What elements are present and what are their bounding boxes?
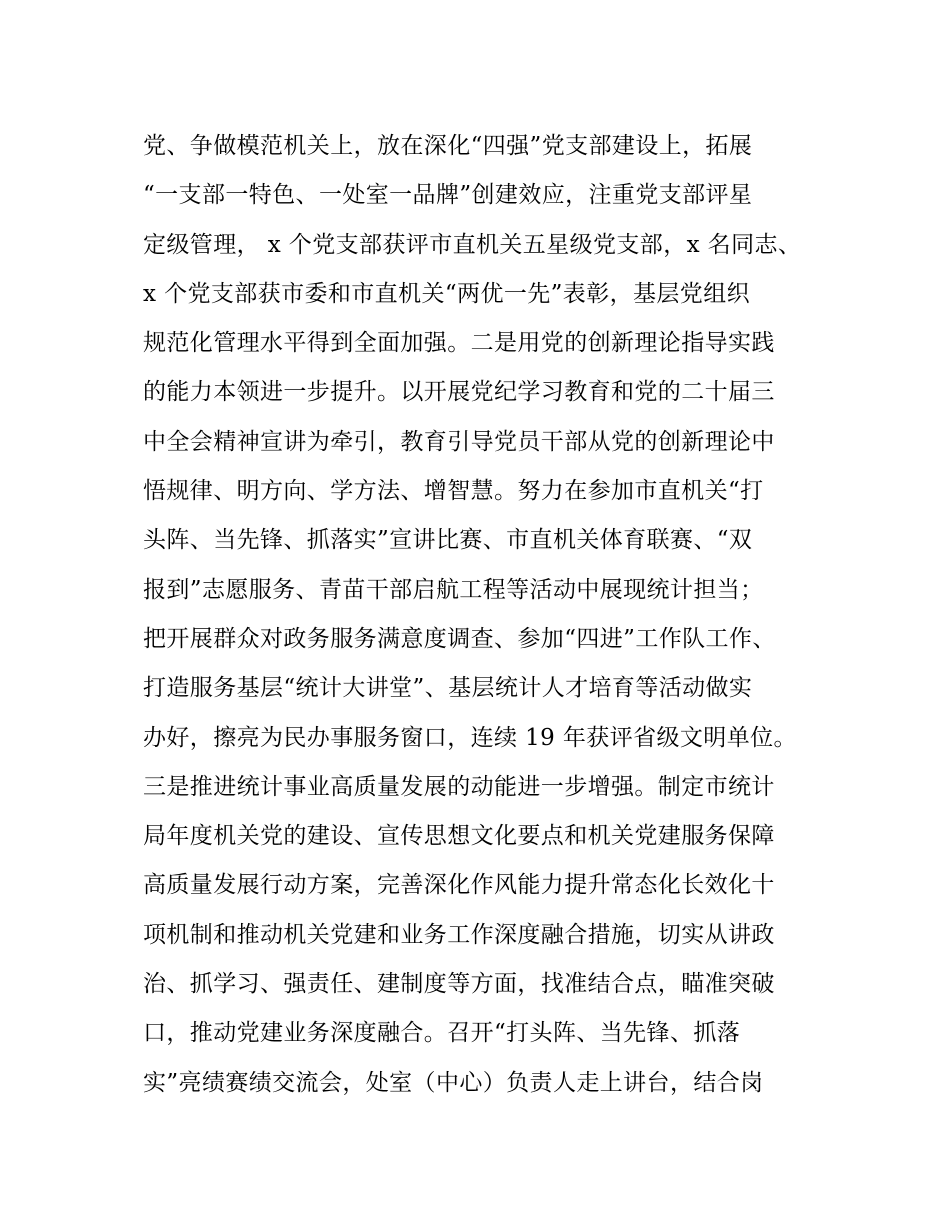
text-line-2: “一支部一特色、一处室一品牌”创建效应，注重党支部评星	[143, 182, 753, 209]
text-line-13: 办好，擦亮为民办事服务窗口，连续 19 年获评省级文明单位。	[143, 724, 797, 751]
text-line-11: 把开展群众对政务服务满意度调查、参加“四进”工作队工作、	[143, 625, 776, 652]
text-line-4: x 个党支部获市委和市直机关“两优一先”表彰，基层党组织	[143, 280, 750, 307]
text-line-6: 的能力本领进一步提升。以开展党纪学习教育和党的二十届三	[143, 379, 775, 406]
text-line-8: 悟规律、明方向、学方法、增智慧。努力在参加市直机关“打	[143, 478, 764, 505]
text-line-3: 定级管理， x 个党支部获评市直机关五星级党支部，x 名同志、	[143, 231, 802, 258]
text-line-18: 治、抓学习、强责任、建制度等方面，找准结合点，瞄准突破	[143, 971, 775, 998]
text-line-14: 三是推进统计事业高质量发展的动能进一步增强。制定市统计	[143, 773, 775, 800]
text-line-9: 头阵、当先锋、抓落实”宣讲比赛、市直机关体育联赛、“双	[143, 527, 753, 554]
text-line-10: 报到”志愿服务、青苗干部启航工程等活动中展现统计担当；	[143, 576, 764, 603]
text-line-7: 中全会精神宣讲为牵引，教育引导党员干部从党的创新理论中	[143, 428, 775, 455]
text-line-20: 实”亮绩赛绩交流会，处室（中心）负责人走上讲台，结合岗	[143, 1069, 764, 1096]
body-paragraph	[143, 122, 843, 1108]
text-line-12: 打造服务基层“统计大讲堂”、基层统计人才培育等活动做实	[143, 675, 753, 702]
text-line-17: 项机制和推动机关党建和业务工作深度融合措施，切实从讲政	[143, 921, 775, 948]
text-line-15: 局年度机关党的建设、宣传思想文化要点和机关党建服务保障	[143, 823, 775, 850]
text-line-5: 规范化管理水平得到全面加强。二是用党的创新理论指导实践	[143, 330, 775, 357]
text-line-16: 高质量发展行动方案，完善深化作风能力提升常态化长效化十	[143, 872, 775, 899]
text-line-19: 口，推动党建业务深度融合。召开“打头阵、当先锋、抓落	[143, 1020, 741, 1047]
text-line-1: 党、争做模范机关上，放在深化“四强”党支部建设上，拓展	[143, 133, 753, 159]
